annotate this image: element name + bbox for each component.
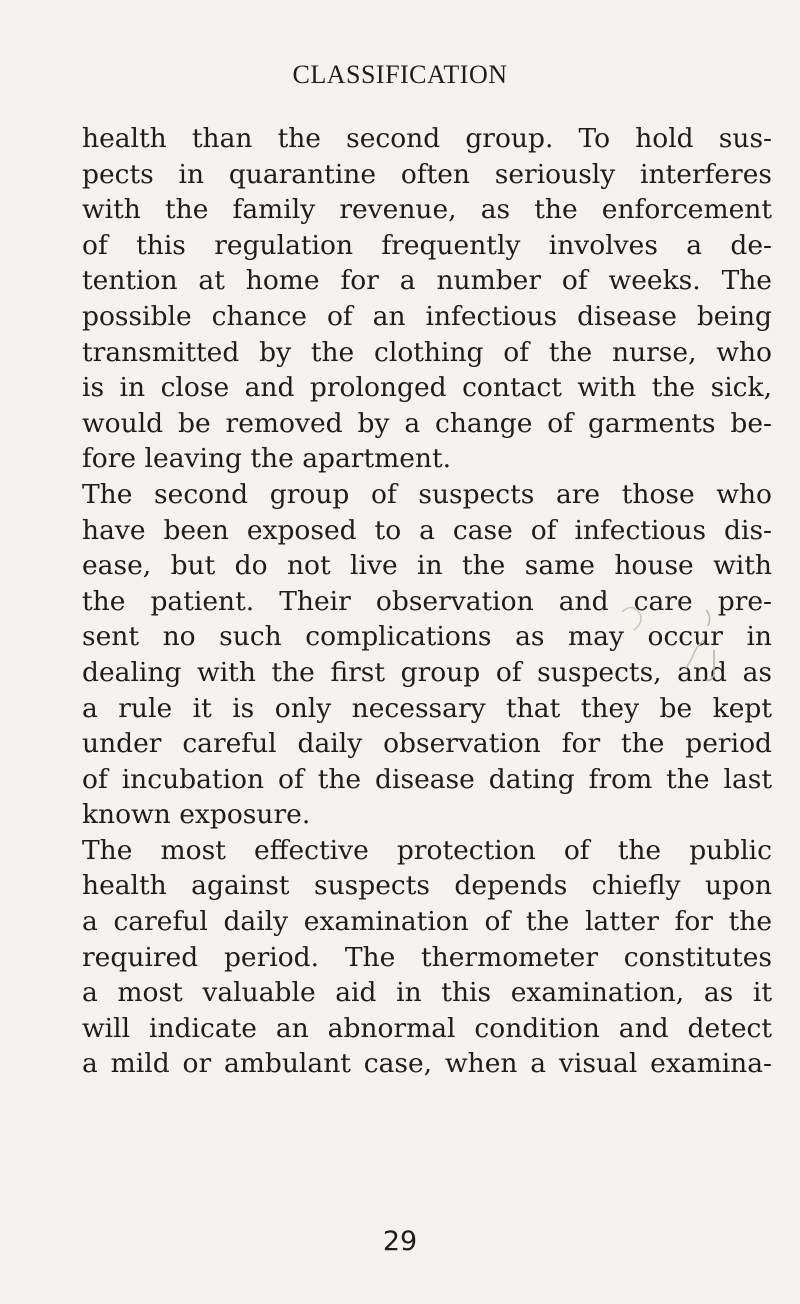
text-line: a mild or ambulant case, when a visual examina-	[82, 1048, 772, 1080]
text-line: with the family revenue, as the enforcement	[82, 194, 772, 226]
text-line: sent no such complications as may occur in	[82, 621, 772, 653]
running-head: CLASSIFICATION	[292, 60, 508, 89]
text-line: of incubation of the disease dating from the last	[82, 763, 772, 795]
text-line: the patient. Their observation and care pre-	[82, 585, 772, 617]
text-line: is in close and prolonged contact with the sick,	[82, 372, 772, 404]
text-line: a rule it is only necessary that they be kept	[82, 692, 772, 724]
text-line: The most effective protection of the public	[82, 834, 772, 866]
text-line: have been exposed to a case of infectious dis-	[82, 514, 772, 546]
scan-artifact-mark	[610, 580, 720, 690]
text-line: known exposure.	[82, 799, 311, 831]
page-number: 29	[382, 1226, 418, 1257]
text-line: health than the second group. To hold sus-	[82, 123, 772, 154]
text-line: fore leaving the apartment.	[82, 443, 452, 475]
text-line: pects in quarantine often seriously interferes	[82, 158, 772, 190]
text-line: transmitted by the clothing of the nurse, who	[82, 336, 772, 368]
text-line: a careful daily examination of the latter for the	[82, 906, 772, 938]
text-line: ease, but do not live in the same house with	[82, 550, 772, 582]
text-line: of this regulation frequently involves a de-	[82, 229, 772, 261]
text-line: possible chance of an infectious disease being	[82, 300, 772, 332]
text-line: under careful daily observation for the period	[82, 728, 772, 760]
text-line: required period. The thermometer constitutes	[82, 941, 772, 973]
text-line: tention at home for a number of weeks. The	[82, 265, 772, 297]
text-line: would be removed by a change of garments be-	[82, 407, 772, 439]
text-line: dealing with the first group of suspects, and as	[82, 656, 772, 688]
text-line: a most valuable aid in this examination, as it	[82, 977, 772, 1009]
text-line: health against suspects depends chiefly upon	[82, 870, 772, 902]
text-line: The second group of suspects are those who	[82, 478, 772, 510]
text-line: will indicate an abnormal condition and detect	[82, 1012, 772, 1044]
